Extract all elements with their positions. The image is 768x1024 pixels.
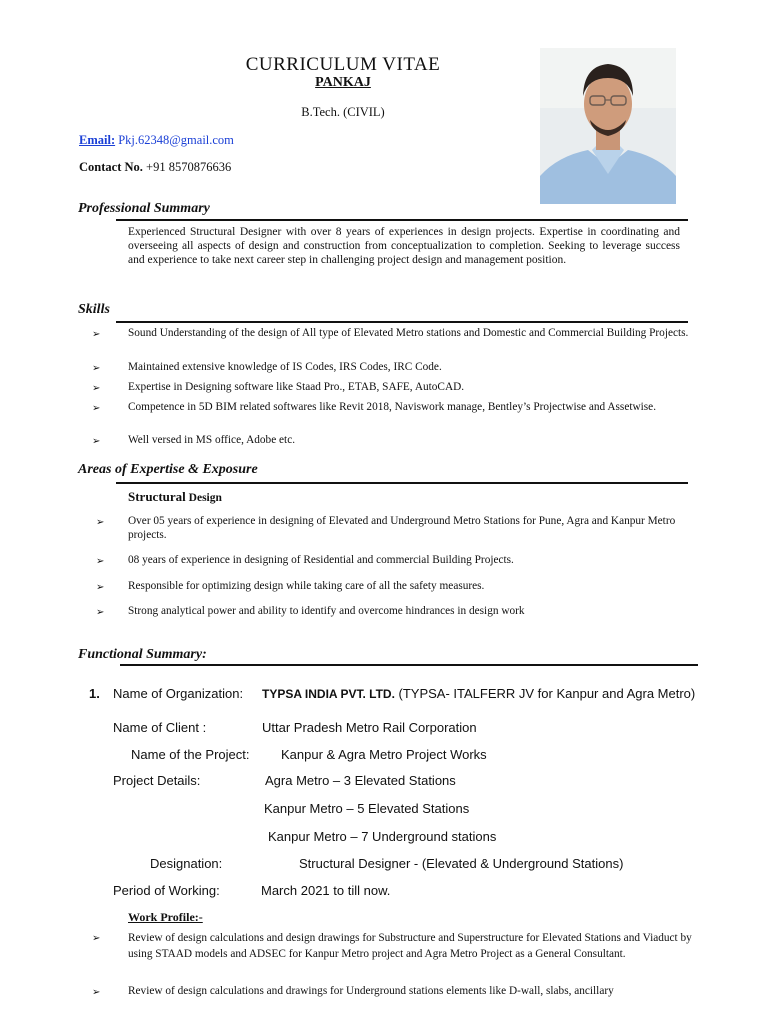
expertise-text: Responsible for optimizing design while taking care of all the safety measures. <box>128 580 485 592</box>
org-note: (TYPSA- ITALFERR JV for Kanpur and Agra Metro) <box>394 686 696 701</box>
list-item <box>0 931 768 975</box>
candidate-degree: B.Tech. (CIVIL) <box>301 105 385 119</box>
professional-summary-heading: Professional Summary <box>78 201 210 216</box>
project-label: Name of the Project: <box>131 747 250 762</box>
org-value <box>262 686 695 701</box>
professional-summary-text: Experienced Structural Designer with over 8 years of experiences in design projects. Expertise in coordinating and overseeing all aspects of design and construction from conceptualization to completion. Seeking to leverage success and experience to take next career step in challenging project design and management position. <box>128 226 680 266</box>
skill-text: Sound Understanding of the design of All type of Elevated Metro stations and Domestic and Commercial Building Projects. <box>128 327 689 339</box>
email-line[interactable] <box>79 133 234 148</box>
list-item <box>0 361 768 377</box>
arrow-bullet-icon: ➢ <box>92 383 101 394</box>
arrow-bullet-icon: ➢ <box>92 436 101 447</box>
work-profile-text: Review of design calculations and drawings for Underground stations elements like D-wall, slabs, ancillary <box>128 985 614 997</box>
details-label: Project Details: <box>113 773 201 788</box>
project-detail-item: Agra Metro – 3 Elevated Stations <box>265 773 456 788</box>
project-value: Kanpur & Agra Metro Project Works <box>281 747 487 762</box>
project-detail-item: Kanpur Metro – 7 Underground stations <box>268 829 497 844</box>
list-item <box>0 401 768 431</box>
contact-number: +91 8570876636 <box>142 160 232 174</box>
arrow-bullet-icon: ➢ <box>92 933 101 944</box>
expertise-text: Over 05 years of experience in designing of Elevated and Underground Metro Stations for Pune, Agra and Kanpur Metro projects. <box>128 515 676 541</box>
expertise-text: 08 years of experience in designing of Residential and commercial Building Projects. <box>128 554 514 566</box>
designation-label: Designation: <box>150 856 223 871</box>
list-item <box>0 605 768 621</box>
org-label: Name of Organization: <box>113 686 244 701</box>
profile-photo <box>540 48 676 204</box>
arrow-bullet-icon: ➢ <box>92 363 101 374</box>
email-label: Email: <box>79 133 116 147</box>
subheading-main: Structural <box>128 489 186 504</box>
section-divider <box>120 664 698 666</box>
candidate-name: PANKAJ <box>315 75 371 90</box>
org-name: TYPSA INDIA PVT. LTD. <box>262 687 395 701</box>
arrow-bullet-icon: ➢ <box>96 517 105 528</box>
skill-text: Expertise in Designing software like Staad Pro., ETAB, SAFE, AutoCAD. <box>128 381 465 393</box>
arrow-bullet-icon: ➢ <box>92 987 101 998</box>
expertise-text: Strong analytical power and ability to identify and overcome hindrances in design work <box>128 605 525 617</box>
designation-value: Structural Designer - (Elevated & Underground Stations) <box>299 856 624 871</box>
list-item <box>0 434 768 450</box>
work-profile-text: Review of design calculations and design drawings for Substructure and Superstructure for Elevated Stations and Viaduct by using STAAD models and ADSEC for Kanpur Metro project and Agra Metro Project as a General Consultant. <box>128 932 692 960</box>
functional-summary-heading: Functional Summary: <box>78 647 207 662</box>
skill-text: Maintained extensive knowledge of IS Codes, IRS Codes, IRC Code. <box>128 361 442 373</box>
arrow-bullet-icon: ➢ <box>96 582 105 593</box>
list-item <box>0 327 768 357</box>
email-link[interactable]: Pkj.62348@gmail.com <box>115 133 234 147</box>
arrow-bullet-icon: ➢ <box>92 329 101 340</box>
skill-text: Competence in 5D BIM related softwares like Revit 2018, Naviswork manage, Bentley’s Projectwise and Assetwise. <box>128 401 657 413</box>
period-label: Period of Working: <box>113 883 220 898</box>
list-item <box>0 554 768 570</box>
subheading-suffix: Design <box>185 492 222 504</box>
arrow-bullet-icon: ➢ <box>96 556 105 567</box>
expertise-subheading <box>128 489 222 505</box>
cv-title: CURRICULUM VITAE <box>245 54 441 75</box>
list-item <box>0 381 768 397</box>
section-divider <box>116 321 688 323</box>
expertise-heading: Areas of Expertise & Exposure <box>78 462 258 477</box>
list-item <box>0 515 768 545</box>
period-value: March 2021 to till now. <box>261 883 391 898</box>
contact-label: Contact No. <box>79 160 143 174</box>
section-divider <box>116 219 688 221</box>
arrow-bullet-icon: ➢ <box>96 607 105 618</box>
client-value: Uttar Pradesh Metro Rail Corporation <box>262 720 477 735</box>
section-divider <box>116 482 688 484</box>
org-number: 1. <box>89 686 100 701</box>
arrow-bullet-icon: ➢ <box>92 403 101 414</box>
list-item <box>0 580 768 596</box>
project-detail-item: Kanpur Metro – 5 Elevated Stations <box>264 801 470 816</box>
skills-heading: Skills <box>78 302 110 317</box>
work-profile-heading: Work Profile:- <box>128 910 203 924</box>
list-item <box>0 985 768 1001</box>
client-label: Name of Client : <box>113 720 207 735</box>
contact-line <box>79 160 231 175</box>
skill-text: Well versed in MS office, Adobe etc. <box>128 434 296 446</box>
